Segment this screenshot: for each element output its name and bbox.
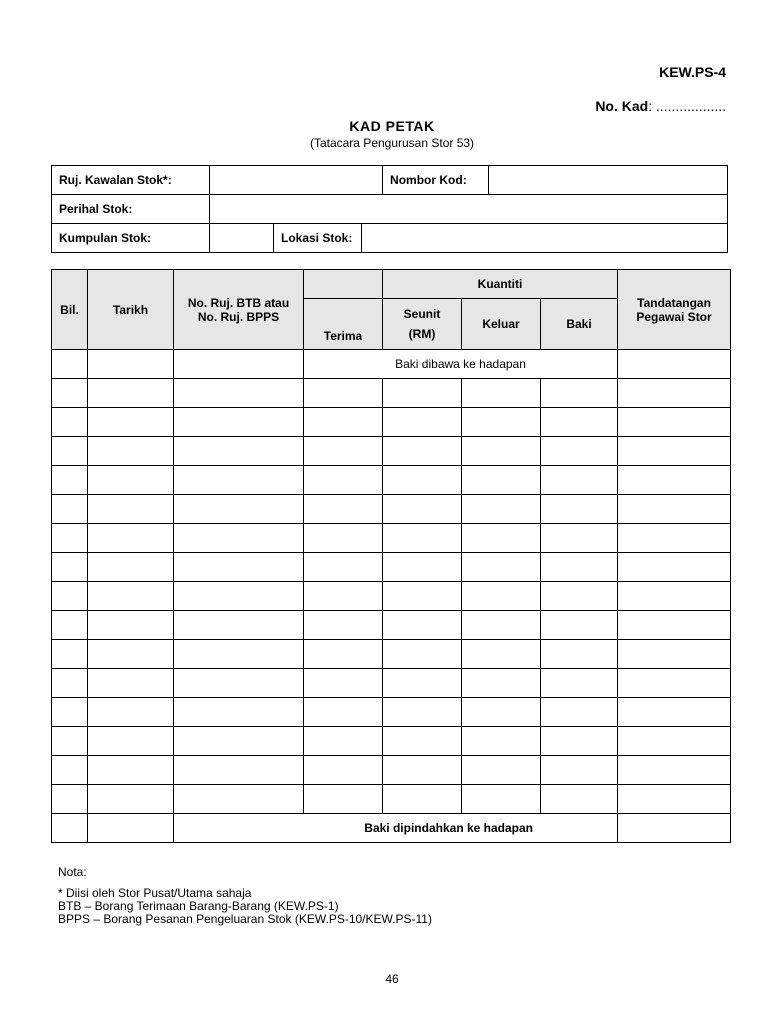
table-row-carried-out xyxy=(52,814,731,843)
table-row xyxy=(52,495,731,524)
cell-tarikh[interactable] xyxy=(88,553,174,582)
note-line: * Diisi oleh Stor Pusat/Utama sahaja xyxy=(58,886,252,900)
cell-baki[interactable] xyxy=(541,611,618,640)
cell-terima[interactable] xyxy=(304,466,383,495)
cell-bil[interactable] xyxy=(52,611,88,640)
cell-baki[interactable] xyxy=(541,408,618,437)
cell-baki[interactable] xyxy=(541,698,618,727)
lokasi-stok-label: Lokasi Stok: xyxy=(274,224,362,253)
cell-terima[interactable] xyxy=(304,698,383,727)
table-row xyxy=(52,640,731,669)
cell-tandatangan[interactable] xyxy=(618,640,731,669)
cell-keluar[interactable] xyxy=(462,379,541,408)
cell-no-ruj[interactable] xyxy=(174,553,304,582)
table-row xyxy=(52,582,731,611)
table-row xyxy=(52,611,731,640)
cell-baki[interactable] xyxy=(541,640,618,669)
cell-seunit[interactable] xyxy=(383,466,462,495)
table-row xyxy=(52,408,731,437)
cell-tarikh[interactable] xyxy=(88,408,174,437)
cell-tandatangan[interactable] xyxy=(618,814,731,843)
table-row-carried-forward xyxy=(52,350,731,379)
cell-tarikh[interactable] xyxy=(88,785,174,814)
cell-terima[interactable] xyxy=(304,524,383,553)
cell-seunit[interactable] xyxy=(383,611,462,640)
cell-keluar[interactable] xyxy=(462,582,541,611)
cell-tarikh[interactable] xyxy=(88,669,174,698)
cell-bil[interactable] xyxy=(52,350,88,379)
cell-tandatangan[interactable] xyxy=(618,698,731,727)
cell-no-ruj[interactable] xyxy=(174,785,304,814)
cell-tandatangan[interactable] xyxy=(618,379,731,408)
cell-tarikh[interactable] xyxy=(88,727,174,756)
header-blank xyxy=(304,270,383,299)
notes xyxy=(58,866,432,926)
cell-baki[interactable] xyxy=(541,466,618,495)
cell-seunit[interactable] xyxy=(383,495,462,524)
cell-no-ruj[interactable] xyxy=(174,408,304,437)
header-no-ruj-line1: No. Ruj. BTB atau xyxy=(187,295,290,310)
cell-keluar[interactable] xyxy=(462,437,541,466)
cell-terima[interactable] xyxy=(304,582,383,611)
cell-terima[interactable] xyxy=(304,379,383,408)
table-row xyxy=(52,756,731,785)
kumpulan-stok-label: Kumpulan Stok: xyxy=(52,224,210,253)
cell-keluar[interactable] xyxy=(462,553,541,582)
page-subtitle: (Tatacara Pengurusan Stor 53) xyxy=(309,136,475,150)
lokasi-stok-field[interactable] xyxy=(362,224,728,253)
cell-tarikh[interactable] xyxy=(88,524,174,553)
cell-baki[interactable] xyxy=(541,553,618,582)
cell-baki[interactable] xyxy=(541,669,618,698)
cell-tarikh[interactable] xyxy=(88,379,174,408)
cell-bil[interactable] xyxy=(52,582,88,611)
cell-tandatangan[interactable] xyxy=(618,437,731,466)
cell-tandatangan[interactable] xyxy=(618,350,731,379)
header-seunit-line1: Seunit xyxy=(403,307,441,321)
header-tandatangan-line2: Pegawai Stor xyxy=(636,309,712,324)
header-no-ruj xyxy=(174,270,304,350)
cell-bil[interactable] xyxy=(52,379,88,408)
cell-baki[interactable] xyxy=(541,756,618,785)
cell-keluar[interactable] xyxy=(462,611,541,640)
cell-no-ruj[interactable] xyxy=(174,611,304,640)
cell-terima[interactable] xyxy=(304,437,383,466)
perihal-stok-label: Perihal Stok: xyxy=(52,195,210,224)
cell-seunit[interactable] xyxy=(383,640,462,669)
cell-keluar[interactable] xyxy=(462,698,541,727)
card-number xyxy=(595,98,726,114)
cell-seunit[interactable] xyxy=(383,408,462,437)
cell-tandatangan[interactable] xyxy=(618,466,731,495)
kumpulan-stok-field[interactable] xyxy=(210,224,274,253)
cell-tarikh[interactable] xyxy=(88,350,174,379)
cell-seunit[interactable] xyxy=(383,582,462,611)
header-tandatangan xyxy=(618,270,731,350)
cell-keluar[interactable] xyxy=(462,669,541,698)
cell-no-ruj[interactable] xyxy=(174,495,304,524)
cell-tandatangan[interactable] xyxy=(618,524,731,553)
table-row xyxy=(52,466,731,495)
cell-tandatangan[interactable] xyxy=(618,611,731,640)
cell-tarikh[interactable] xyxy=(88,495,174,524)
cell-no-ruj[interactable] xyxy=(174,669,304,698)
table-row xyxy=(52,785,731,814)
cell-terima[interactable] xyxy=(304,495,383,524)
cell-no-ruj[interactable] xyxy=(174,727,304,756)
cell-keluar[interactable] xyxy=(462,466,541,495)
cell-bil[interactable] xyxy=(52,698,88,727)
cell-terima[interactable] xyxy=(304,785,383,814)
cell-keluar[interactable] xyxy=(462,785,541,814)
cell-tandatangan[interactable] xyxy=(618,785,731,814)
cell-no-ruj[interactable] xyxy=(174,437,304,466)
cell-tarikh[interactable] xyxy=(88,582,174,611)
cell-terima[interactable] xyxy=(304,669,383,698)
cell-tandatangan[interactable] xyxy=(618,669,731,698)
cell-baki[interactable] xyxy=(541,495,618,524)
cell-terima[interactable] xyxy=(304,553,383,582)
cell-bil[interactable] xyxy=(52,437,88,466)
cell-seunit[interactable] xyxy=(383,669,462,698)
cell-tarikh[interactable] xyxy=(88,756,174,785)
cell-seunit[interactable] xyxy=(383,727,462,756)
carried-out-label: Baki dipindahkan ke hadapan xyxy=(174,814,618,843)
page-number: 46 xyxy=(385,972,399,986)
form-code: KEW.PS-4 xyxy=(659,64,726,80)
table-row xyxy=(52,524,731,553)
cell-bil[interactable] xyxy=(52,408,88,437)
header-no-ruj-line2: No. Ruj. BPPS xyxy=(197,309,280,324)
cell-bil[interactable] xyxy=(52,495,88,524)
cell-tandatangan[interactable] xyxy=(618,495,731,524)
cell-baki[interactable] xyxy=(541,379,618,408)
nombor-kod-label: Nombor Kod: xyxy=(383,166,489,195)
cell-keluar[interactable] xyxy=(462,727,541,756)
cell-no-ruj[interactable] xyxy=(174,524,304,553)
header-tarikh: Tarikh xyxy=(88,270,174,350)
ledger-table xyxy=(51,269,731,843)
carried-forward-label: Baki dibawa ke hadapan xyxy=(304,350,618,379)
card-number-label: No. Kad xyxy=(595,98,649,114)
table-row xyxy=(52,669,731,698)
cell-no-ruj[interactable] xyxy=(174,350,304,379)
cell-seunit[interactable] xyxy=(383,379,462,408)
cell-seunit[interactable] xyxy=(383,698,462,727)
cell-seunit[interactable] xyxy=(383,785,462,814)
cell-tarikh[interactable] xyxy=(88,466,174,495)
ruj-kawalan-stok-label: Ruj. Kawalan Stok*: xyxy=(52,166,210,195)
header-tandatangan-line1: Tandatangan xyxy=(637,295,711,310)
cell-terima[interactable] xyxy=(304,727,383,756)
cell-bil[interactable] xyxy=(52,524,88,553)
cell-no-ruj[interactable] xyxy=(174,466,304,495)
table-row xyxy=(52,553,731,582)
cell-no-ruj[interactable] xyxy=(174,640,304,669)
table-row xyxy=(52,379,731,408)
cell-seunit[interactable] xyxy=(383,756,462,785)
cell-seunit[interactable] xyxy=(383,437,462,466)
header-kuantiti: Kuantiti xyxy=(383,270,618,299)
cell-tarikh[interactable] xyxy=(88,640,174,669)
ruj-kawalan-stok-field[interactable] xyxy=(210,166,383,195)
perihal-stok-field[interactable] xyxy=(210,195,728,224)
cell-baki[interactable] xyxy=(541,727,618,756)
cell-tarikh[interactable] xyxy=(88,437,174,466)
cell-tandatangan[interactable] xyxy=(618,553,731,582)
cell-tarikh[interactable] xyxy=(88,611,174,640)
nombor-kod-field[interactable] xyxy=(489,166,728,195)
cell-no-ruj[interactable] xyxy=(174,698,304,727)
cell-keluar[interactable] xyxy=(462,495,541,524)
cell-tarikh[interactable] xyxy=(88,698,174,727)
table-row xyxy=(52,698,731,727)
cell-baki[interactable] xyxy=(541,437,618,466)
cell-bil[interactable] xyxy=(52,814,88,843)
cell-terima[interactable] xyxy=(304,408,383,437)
cell-bil[interactable] xyxy=(52,466,88,495)
cell-bil[interactable] xyxy=(52,640,88,669)
cell-bil[interactable] xyxy=(52,727,88,756)
header-seunit xyxy=(383,299,462,350)
cell-no-ruj[interactable] xyxy=(174,379,304,408)
table-row xyxy=(52,437,731,466)
cell-no-ruj[interactable] xyxy=(174,756,304,785)
cell-baki[interactable] xyxy=(541,785,618,814)
page-title: KAD PETAK xyxy=(349,118,435,134)
cell-terima[interactable] xyxy=(304,756,383,785)
notes-heading: Nota: xyxy=(58,865,87,879)
cell-seunit[interactable] xyxy=(383,524,462,553)
cell-tandatangan[interactable] xyxy=(618,727,731,756)
cell-bil[interactable] xyxy=(52,553,88,582)
cell-tandatangan[interactable] xyxy=(618,756,731,785)
header-baki: Baki xyxy=(541,299,618,350)
cell-bil[interactable] xyxy=(52,756,88,785)
cell-baki[interactable] xyxy=(541,582,618,611)
header-terima: Terima xyxy=(304,299,383,350)
cell-no-ruj[interactable] xyxy=(174,582,304,611)
header-seunit-line2: (RM) xyxy=(408,327,436,341)
cell-tandatangan[interactable] xyxy=(618,408,731,437)
cell-keluar[interactable] xyxy=(462,524,541,553)
cell-keluar[interactable] xyxy=(462,640,541,669)
cell-tarikh[interactable] xyxy=(88,814,174,843)
cell-baki[interactable] xyxy=(541,524,618,553)
header-keluar: Keluar xyxy=(462,299,541,350)
cell-seunit[interactable] xyxy=(383,553,462,582)
cell-tandatangan[interactable] xyxy=(618,582,731,611)
cell-terima[interactable] xyxy=(304,611,383,640)
cell-keluar[interactable] xyxy=(462,408,541,437)
cell-terima[interactable] xyxy=(304,640,383,669)
cell-keluar[interactable] xyxy=(462,756,541,785)
cell-bil[interactable] xyxy=(52,785,88,814)
cell-bil[interactable] xyxy=(52,669,88,698)
header-bil: Bil. xyxy=(52,270,88,350)
card-number-field[interactable]: : .................. xyxy=(648,98,726,114)
note-line: BPPS – Borang Pesanan Pengeluaran Stok (KEW.PS-10/KEW.PS-11) xyxy=(58,912,432,926)
note-line: BTB – Borang Terimaan Barang-Barang (KEW.PS-1) xyxy=(58,899,339,913)
table-row xyxy=(52,727,731,756)
stock-info-table xyxy=(51,165,728,253)
